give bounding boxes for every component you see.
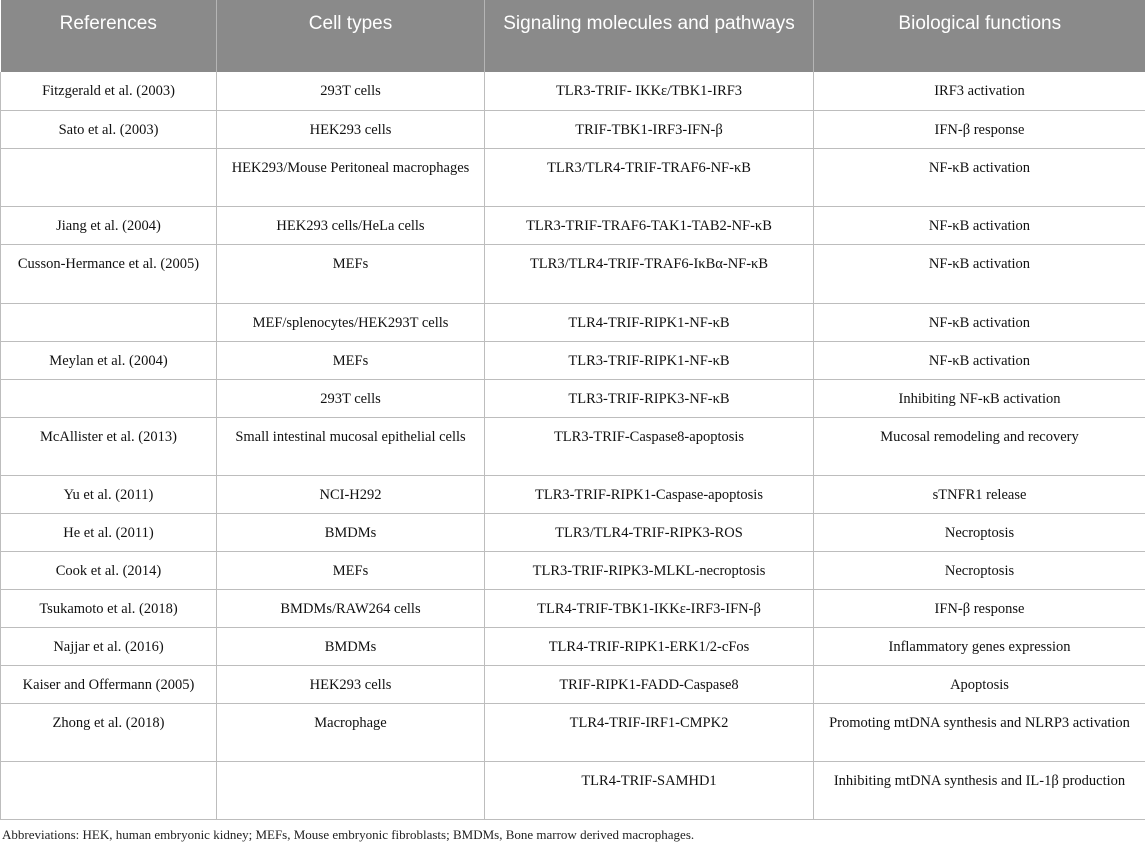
- table-row: [1, 761, 1145, 819]
- cell-function: Necroptosis: [814, 551, 1145, 589]
- cell-function: Inhibiting NF-κB activation: [814, 379, 1145, 417]
- cell-pathway: TLR4-TRIF-TBK1-IKKε-IRF3-IFN-β: [485, 589, 814, 627]
- cell-cell-types: [217, 761, 485, 819]
- table-row: [1, 379, 1145, 417]
- cell-cell-types: 293T cells: [217, 72, 485, 110]
- cell-reference: Meylan et al. (2004): [1, 341, 217, 379]
- cell-pathway: TRIF-TBK1-IRF3-IFN-β: [485, 110, 814, 148]
- table-row: [1, 206, 1145, 244]
- cell-cell-types: BMDMs: [217, 627, 485, 665]
- cell-pathway: TLR4-TRIF-RIPK1-ERK1/2-cFos: [485, 627, 814, 665]
- cell-pathway: TLR3-TRIF-RIPK3-MLKL-necroptosis: [485, 551, 814, 589]
- cell-reference: He et al. (2011): [1, 513, 217, 551]
- cell-cell-types: BMDMs: [217, 513, 485, 551]
- cell-function: IFN-β response: [814, 110, 1145, 148]
- table-row: [1, 665, 1145, 703]
- table-row: [1, 417, 1145, 475]
- header-cell-types: Cell types: [217, 0, 485, 72]
- header-references: References: [1, 0, 217, 72]
- cell-pathway: TRIF-RIPK1-FADD-Caspase8: [485, 665, 814, 703]
- cell-pathway: TLR3-TRIF-TRAF6-TAK1-TAB2-NF-κB: [485, 206, 814, 244]
- cell-reference: Sato et al. (2003): [1, 110, 217, 148]
- cell-cell-types: MEFs: [217, 244, 485, 303]
- cell-reference: Fitzgerald et al. (2003): [1, 72, 217, 110]
- cell-function: IFN-β response: [814, 589, 1145, 627]
- cell-reference: Yu et al. (2011): [1, 475, 217, 513]
- table-row: [1, 110, 1145, 148]
- cell-pathway: TLR3-TRIF-RIPK1-NF-κB: [485, 341, 814, 379]
- cell-reference: [1, 379, 217, 417]
- cell-cell-types: HEK293 cells: [217, 665, 485, 703]
- cell-pathway: TLR3-TRIF- IKKε/TBK1-IRF3: [485, 72, 814, 110]
- cell-reference: Cook et al. (2014): [1, 551, 217, 589]
- table-footnote: Abbreviations: HEK, human embryonic kidney; MEFs, Mouse embryonic fibroblasts; BMDMs, Bone marrow derived macrophages.: [2, 826, 695, 842]
- cell-cell-types: HEK293 cells/HeLa cells: [217, 206, 485, 244]
- cell-reference: Cusson-Hermance et al. (2005): [1, 244, 217, 303]
- cell-pathway: TLR4-TRIF-RIPK1-NF-κB: [485, 303, 814, 341]
- cell-reference: Tsukamoto et al. (2018): [1, 589, 217, 627]
- cell-cell-types: MEFs: [217, 551, 485, 589]
- cell-function: NF-κB activation: [814, 244, 1145, 303]
- cell-cell-types: HEK293 cells: [217, 110, 485, 148]
- cell-pathway: TLR3-TRIF-Caspase8-apoptosis: [485, 417, 814, 475]
- table-row: [1, 148, 1145, 206]
- cell-function: NF-κB activation: [814, 303, 1145, 341]
- header-signaling-pathways: Signaling molecules and pathways: [485, 0, 814, 72]
- table-header-row: [1, 0, 1145, 72]
- cell-cell-types: NCI-H292: [217, 475, 485, 513]
- table-body: [1, 72, 1145, 819]
- cell-pathway: TLR4-TRIF-IRF1-CMPK2: [485, 703, 814, 761]
- cell-pathway: TLR3/TLR4-TRIF-TRAF6-NF-κB: [485, 148, 814, 206]
- table-row: [1, 551, 1145, 589]
- cell-function: Inhibiting mtDNA synthesis and IL-1β production: [814, 761, 1145, 819]
- table-row: [1, 589, 1145, 627]
- cell-pathway: TLR3-TRIF-RIPK1-Caspase-apoptosis: [485, 475, 814, 513]
- cell-pathway: TLR3-TRIF-RIPK3-NF-κB: [485, 379, 814, 417]
- cell-cell-types: Small intestinal mucosal epithelial cells: [217, 417, 485, 475]
- table-row: [1, 627, 1145, 665]
- cell-reference: Jiang et al. (2004): [1, 206, 217, 244]
- cell-pathway: TLR3/TLR4-TRIF-RIPK3-ROS: [485, 513, 814, 551]
- cell-function: Inflammatory genes expression: [814, 627, 1145, 665]
- cell-reference: Kaiser and Offermann (2005): [1, 665, 217, 703]
- cell-reference: Zhong et al. (2018): [1, 703, 217, 761]
- cell-cell-types: HEK293/Mouse Peritoneal macrophages: [217, 148, 485, 206]
- cell-reference: [1, 148, 217, 206]
- cell-function: NF-κB activation: [814, 341, 1145, 379]
- cell-cell-types: BMDMs/RAW264 cells: [217, 589, 485, 627]
- cell-reference: [1, 303, 217, 341]
- table-row: [1, 303, 1145, 341]
- cell-reference: Najjar et al. (2016): [1, 627, 217, 665]
- cell-function: Promoting mtDNA synthesis and NLRP3 activation: [814, 703, 1145, 761]
- cell-cell-types: MEFs: [217, 341, 485, 379]
- cell-pathway: TLR3/TLR4-TRIF-TRAF6-IκBα-NF-κB: [485, 244, 814, 303]
- cell-cell-types: 293T cells: [217, 379, 485, 417]
- table-row: [1, 513, 1145, 551]
- cell-function: IRF3 activation: [814, 72, 1145, 110]
- cell-function: NF-κB activation: [814, 148, 1145, 206]
- cell-function: NF-κB activation: [814, 206, 1145, 244]
- cell-pathway: TLR4-TRIF-SAMHD1: [485, 761, 814, 819]
- cell-cell-types: Macrophage: [217, 703, 485, 761]
- cell-reference: McAllister et al. (2013): [1, 417, 217, 475]
- table-row: [1, 72, 1145, 110]
- cell-function: Mucosal remodeling and recovery: [814, 417, 1145, 475]
- cell-reference: [1, 761, 217, 819]
- cell-cell-types: MEF/splenocytes/HEK293T cells: [217, 303, 485, 341]
- header-biological-functions: Biological functions: [814, 0, 1145, 72]
- table-row: [1, 341, 1145, 379]
- table-row: [1, 475, 1145, 513]
- cell-function: Necroptosis: [814, 513, 1145, 551]
- cell-function: Apoptosis: [814, 665, 1145, 703]
- table-row: [1, 703, 1145, 761]
- table-row: [1, 244, 1145, 303]
- cell-function: sTNFR1 release: [814, 475, 1145, 513]
